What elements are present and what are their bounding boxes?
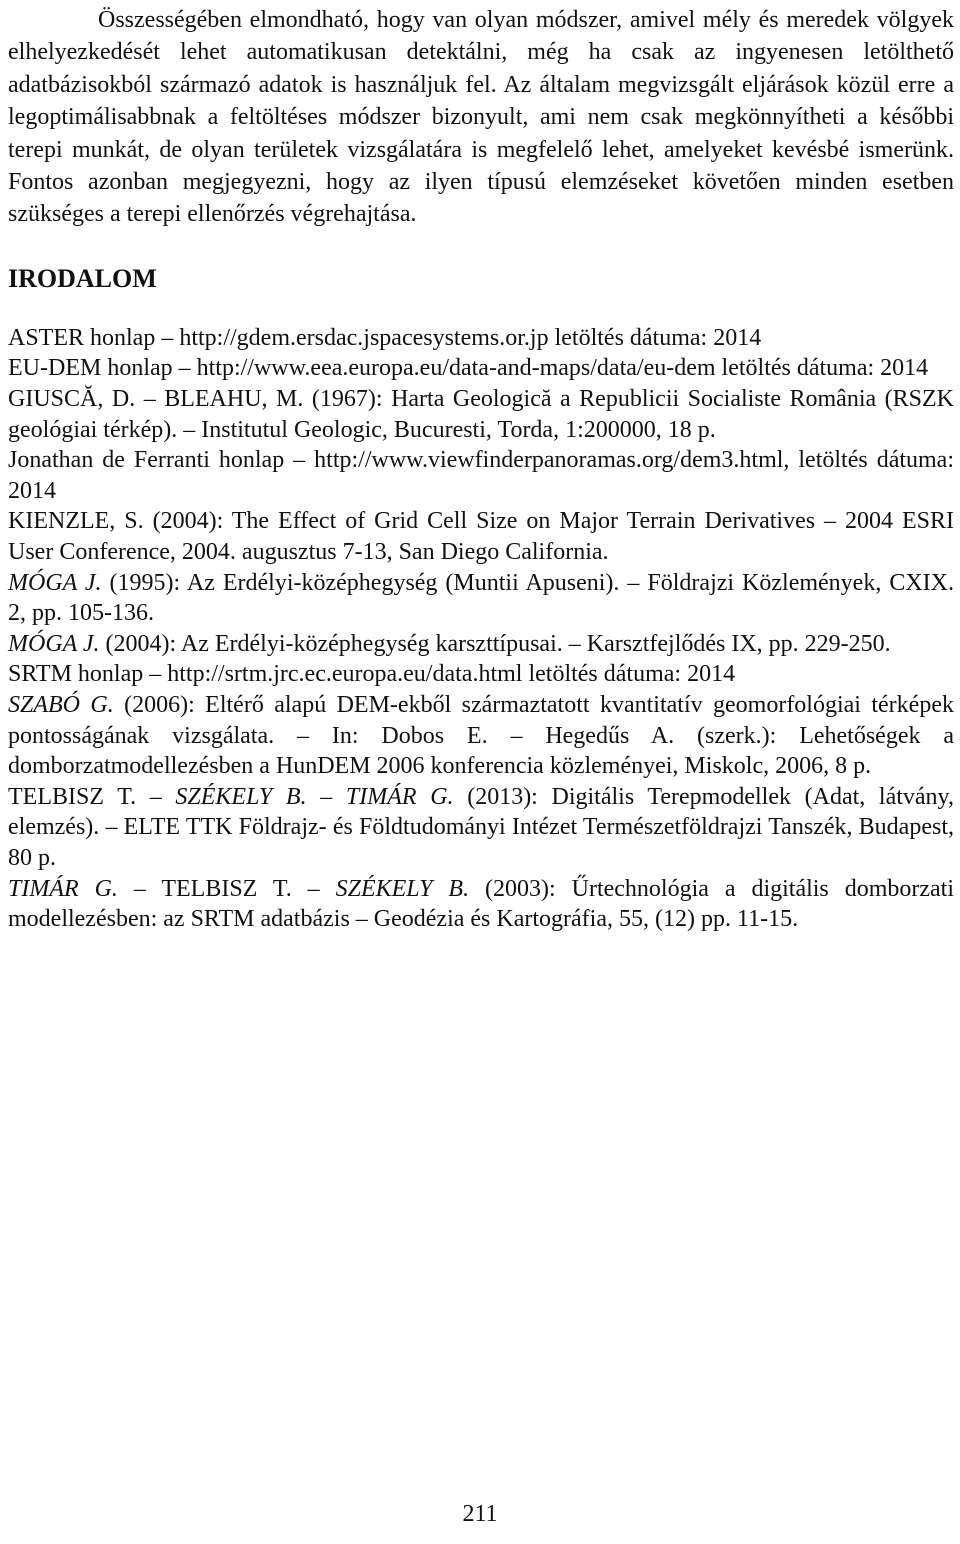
reference-author: TIMÁR G. [345,783,454,810]
reference-text: (2004): Az Erdélyi-középhegység karszttípusai. – Karsztfejlődés IX, pp. 229-250. [99,630,891,657]
reference-entry [8,659,954,690]
reference-entry [8,874,954,935]
document-page [8,4,954,935]
reference-entry [8,323,954,354]
reference-list [8,323,954,935]
reference-text: SRTM honlap – http://srtm.jrc.ec.europa.eu/data.html letöltés dátuma: 2014 [8,661,736,688]
reference-text: TELBISZ T. – [8,783,176,810]
reference-author: SZÉKELY B. [335,875,470,902]
reference-entry [8,782,954,874]
reference-author: MÓGA J. [8,569,102,596]
page-number: 211 [462,1501,498,1527]
reference-text: GIUSCĂ, D. – BLEAHU, M. (1967): Harta Geologică a Republicii Socialiste România (RSZK geológiai térkép). – Institutul Geologic, Bucuresti, Torda, 1:200000, 18 p. [8,386,954,443]
reference-text: KIENZLE, S. (2004): The Effect of Grid Cell Size on Major Terrain Derivatives – 2004 ESRI User Conference, 2004. augusztus 7-13, San Diego California. [8,508,954,565]
reference-text: (2006): Eltérő alapú DEM-ekből származtatott kvantitatív geomorfológiai térképek pontosságának vizsgálata. – In: Dobos E. – Hegedűs A. (szerk.): Lehetőségek a domborzatmodellezésben a HunDEM 2006 konferencia közleményei, Miskolc, 2006, 8 p. [8,691,954,780]
reference-entry [8,384,954,445]
reference-entry [8,629,954,660]
reference-text: (2013): Digitális Terepmodellek (Adat, látvány, elemzés). – ELTE TTK Földrajz- és Földtudományi Intézet Természetföldrajzi Tanszék, Budapest, 80 p. [8,783,955,871]
reference-author: SZABÓ G. [8,691,114,718]
reference-text: EU-DEM honlap – http://www.eea.europa.eu/data-and-maps/data/eu-dem letöltés dátuma: 2014 [8,355,929,382]
reference-author: SZÉKELY B. [175,783,307,810]
reference-entry [8,445,954,506]
reference-text: (2003): Űrtechnológia a digitális domborzati modellezésben: az SRTM adatbázis – Geodézia és Kartográfia, 55, (12) pp. 11-15. [8,875,955,933]
reference-text: – [306,783,346,810]
reference-entry [8,353,954,384]
reference-text: (1995): Az Erdélyi-középhegység (Muntii Apuseni). – Földrajzi Közlemények, CXIX. 2, pp. 105-136. [8,569,954,627]
reference-entry [8,690,954,782]
reference-author: TIMÁR G. [8,875,118,902]
reference-entry [8,506,954,567]
reference-author: MÓGA J. [8,630,100,657]
reference-text: ASTER honlap – http://gdem.ersdac.jspacesystems.or.jp letöltés dátuma: 2014 [8,324,762,351]
reference-text: Jonathan de Ferranti honlap – http://www.viewfinderpanoramas.org/dem3.html, letöltés dátuma: 2014 [8,447,954,504]
reference-entry [8,568,954,629]
summary-paragraph: Összességében elmondható, hogy van olyan módszer, amivel mély és meredek völgyek elhelyezkedését lehet automatikusan detektálni, még ha csak az ingyenesen letölthető adatbázisokból származó adatok is használjuk fel. Az általam megvizsgált eljárások közül erre a legoptimálisabbnak a feltöltéses módszer bizonyult, ami nem csak megkönnyítheti a későbbi terepi munkát, de olyan területek vizsgálatára is megfelelő lehet, amelyeket kevésbé ismerünk. Fontos azonban megjegyezni, hogy az ilyen típusú elemzéseket követően minden esetben szükséges a terepi ellenőrzés végrehajtása. [8,7,954,228]
references-heading: IRODALOM [8,263,157,293]
reference-text: – TELBISZ T. – [117,875,336,902]
